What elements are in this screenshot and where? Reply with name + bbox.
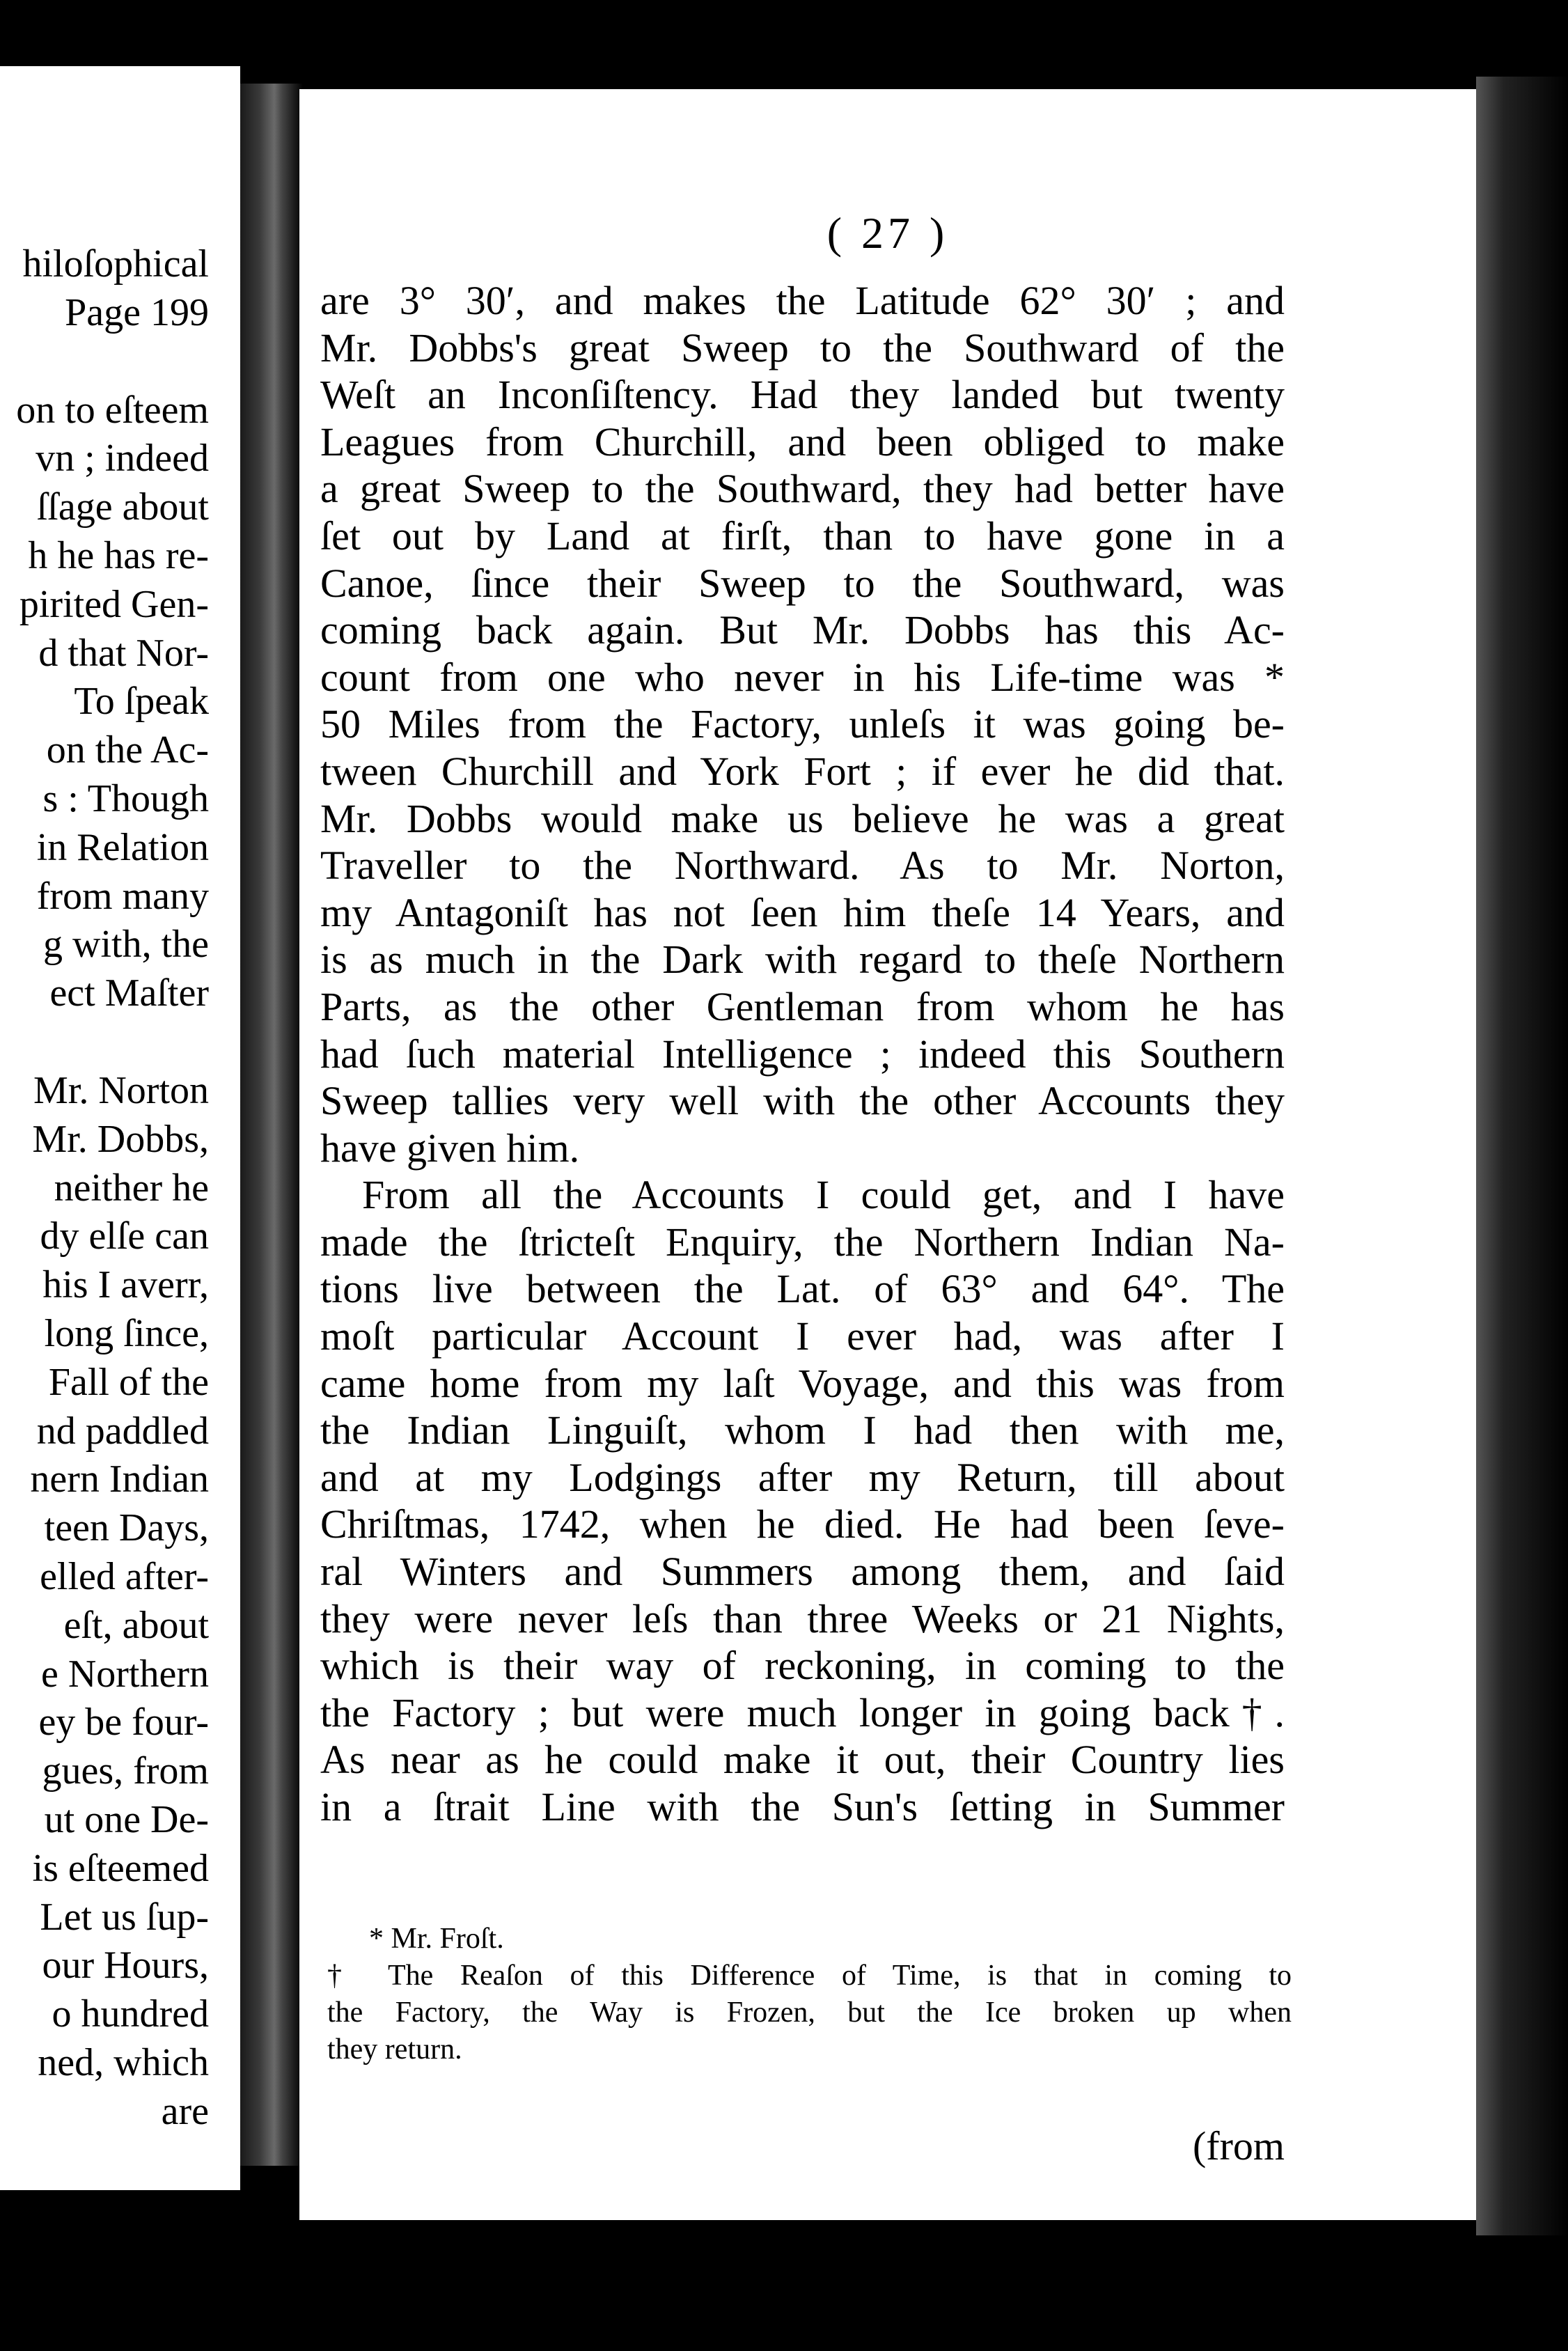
- left-line: in Relation: [36, 825, 209, 869]
- left-line: Mr. Norton: [33, 1068, 209, 1112]
- body-line: As near as he could make it out, their Country lies: [320, 1737, 1285, 1783]
- left-line: Fall of the: [48, 1360, 209, 1404]
- footnote-line: they return.: [327, 2033, 462, 2065]
- left-line: Page 199: [65, 290, 209, 334]
- left-line: on to eſteem: [16, 388, 209, 432]
- body-line: ral Winters and Summers among them, and ſaid: [320, 1549, 1285, 1595]
- left-line: is eſteemed: [32, 1846, 209, 1890]
- body-line: is as much in the Dark with regard to theſe Northern: [320, 937, 1285, 983]
- left-line: s : Though: [42, 776, 209, 820]
- body-line: have given him.: [320, 1125, 580, 1171]
- left-line: hiloſophical: [22, 242, 209, 286]
- left-line: teen Days,: [44, 1506, 209, 1550]
- body-line: a great Sweep to the Southward, they had better have: [320, 466, 1285, 512]
- left-line: long ſince,: [44, 1311, 209, 1355]
- body-line: they were never leſs than three Weeks or 21 Nights,: [320, 1595, 1285, 1641]
- body-line: tions live between the Lat. of 63° and 64°. The: [320, 1266, 1285, 1312]
- body-line: the Indian Linguiſt, whom I had then with me,: [320, 1407, 1285, 1453]
- body-line: made the ſtricteſt Enquiry, the Northern Indian Na-: [320, 1219, 1285, 1265]
- left-line: from many: [36, 874, 209, 918]
- body-line: had ſuch material Intelligence ; indeed this Southern: [320, 1031, 1285, 1077]
- body-line: 50 Miles from the Factory, unleſs it was going be-: [320, 701, 1285, 747]
- left-line: eſt, about: [63, 1603, 209, 1647]
- left-line: g with, the: [43, 923, 209, 967]
- body-line: Mr. Dobbs's great Sweep to the Southward of the: [320, 325, 1285, 370]
- body-line: Mr. Dobbs would make us believe he was a great: [320, 795, 1285, 841]
- footnote-line: * Mr. Froſt.: [369, 1923, 504, 1955]
- left-line: ſſage about: [36, 485, 209, 529]
- body-line: moſt particular Account I ever had, was after I: [320, 1313, 1285, 1359]
- left-line: pirited Gen-: [19, 582, 209, 626]
- left-line: ect Maſter: [49, 971, 209, 1015]
- left-line: o hundred: [52, 1992, 209, 2036]
- left-line: ned, which: [38, 2040, 209, 2084]
- left-line: h he has re-: [28, 533, 209, 577]
- left-line: nd paddled: [36, 1409, 209, 1453]
- left-line: To ſpeak: [74, 680, 209, 724]
- body-text: [320, 277, 1285, 1831]
- left-line: vn ; indeed: [36, 437, 209, 481]
- left-line: e Northern: [40, 1652, 209, 1696]
- left-line: elled after-: [40, 1554, 209, 1598]
- left-line: our Hours,: [42, 1944, 209, 1987]
- catchword: (from: [1192, 2123, 1285, 2169]
- left-page: [0, 66, 240, 2190]
- left-line: neither he: [54, 1166, 209, 1210]
- left-line-blank: [0, 1018, 209, 1067]
- body-line: Leagues from Churchill, and been obliged to make: [320, 419, 1285, 464]
- body-line: count from one who never in his Life-time was *: [320, 654, 1285, 700]
- footnote-line: the Factory, the Way is Frozen, but the Ice broken up when: [327, 1997, 1292, 2029]
- page-number: ( 27 ): [826, 208, 949, 258]
- left-line: d that Nor-: [38, 631, 209, 675]
- footnotes: [327, 1921, 1292, 2068]
- left-line: dy elſe can: [40, 1214, 209, 1258]
- left-line: on the Ac-: [46, 728, 209, 772]
- body-line: ſet out by Land at firſt, than to have gone in a: [320, 513, 1285, 559]
- left-line: ut one De-: [44, 1797, 209, 1841]
- body-line: tween Churchill and York Fort ; if ever he did that.: [320, 748, 1285, 794]
- left-line: gues, from: [42, 1749, 209, 1793]
- scan-edge: [1476, 77, 1568, 2235]
- body-line: are 3° 30′, and makes the Latitude 62° 30′ ; and: [320, 278, 1285, 323]
- footnote-line: † The Reaſon of this Difference of Time, is that in coming to: [327, 1960, 1292, 1992]
- left-line: Let us ſup-: [40, 1895, 209, 1939]
- body-line: Weſt an Inconſiſtency. Had they landed but twenty: [320, 372, 1285, 418]
- body-line: coming back again. But Mr. Dobbs has this Ac-: [320, 607, 1285, 653]
- body-line: Sweep tallies very well with the other Accounts they: [320, 1078, 1285, 1124]
- body-line: Canoe, ſince their Sweep to the Southward, was: [320, 560, 1285, 606]
- left-line: nern Indian: [30, 1458, 209, 1501]
- body-line: in a ſtrait Line with the Sun's ſetting in Summer: [320, 1784, 1285, 1829]
- body-line: which is their way of reckoning, in coming to the: [320, 1643, 1285, 1689]
- left-page-text: [0, 240, 209, 2136]
- main-page: [299, 89, 1476, 2220]
- body-line: From all the Accounts I could get, and I have: [362, 1172, 1285, 1218]
- left-line: ey be four-: [38, 1701, 209, 1744]
- left-line: are: [161, 2089, 209, 2133]
- left-line: Mr. Dobbs,: [32, 1117, 209, 1161]
- body-line: the Factory ; but were much longer in going back†.: [320, 1689, 1285, 1735]
- body-line: Chriſtmas, 1742, when he died. He had been ſeve-: [320, 1501, 1285, 1547]
- body-line: Parts, as the other Gentleman from whom he has: [320, 983, 1285, 1029]
- left-line-blank: [0, 338, 209, 386]
- left-line: his I averr,: [42, 1263, 209, 1307]
- body-line: Traveller to the Northward. As to Mr. Norton,: [320, 843, 1285, 889]
- body-line: and at my Lodgings after my Return, till about: [320, 1454, 1285, 1500]
- body-line: came home from my laſt Voyage, and this was from: [320, 1360, 1285, 1406]
- body-line: my Antagoniſt has not ſeen him theſe 14 Years, and: [320, 889, 1285, 935]
